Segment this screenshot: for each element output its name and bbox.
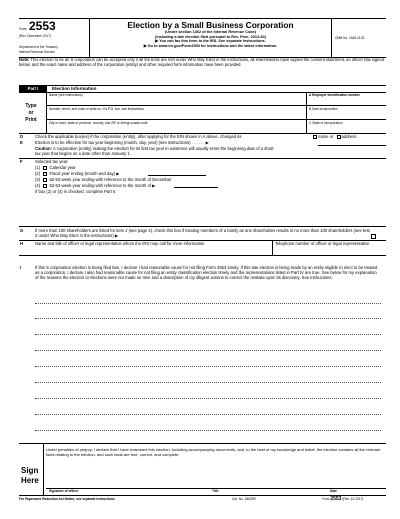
subtitle-3: ▶ You can fax this form to the IRS. See separate instructions. bbox=[155, 39, 266, 44]
part-1-badge: Part I bbox=[19, 86, 47, 92]
line-d-options: name or address bbox=[313, 134, 356, 139]
phone-field[interactable]: Telephone number of officer or legal representative bbox=[275, 241, 370, 246]
line-e-text: Election is to be effective for tax year beginning (month, day, year) (see instructions) . . . . . . ▶ bbox=[35, 140, 209, 145]
line-d-letter: D bbox=[20, 134, 24, 139]
rev-date: (Rev. December 2017) bbox=[19, 34, 52, 38]
family-shareholder-checkbox[interactable] bbox=[371, 234, 376, 239]
omb-box bbox=[331, 19, 386, 57]
week-december-checkbox[interactable] bbox=[43, 178, 47, 182]
city-field[interactable]: City or town, state or province, country, and ZIP or foreign postal code bbox=[49, 121, 148, 125]
line-e-letter: E bbox=[20, 140, 23, 145]
type-or-print: Type or Print bbox=[25, 103, 37, 123]
week-month-checkbox[interactable] bbox=[43, 184, 47, 188]
week-month-input[interactable] bbox=[174, 187, 218, 188]
street-field[interactable]: Number, street, and room or suite no. If a P.O. box, see instructions. bbox=[49, 107, 145, 111]
line-f-opt3: (3) 52-53-week year ending with reference to the month of December bbox=[35, 177, 172, 182]
line-i-letter: I bbox=[20, 265, 22, 270]
paperwork-notice: For Paperwork Reduction Act Notice, see separate instructions. bbox=[19, 497, 116, 501]
line-g-letter: G bbox=[20, 228, 24, 233]
caution-paragraph: Caution: A corporation (entity) making the election for its first tax year in existence will usually enter the beginning date of a short tax year that begins on a date other than January 1. bbox=[35, 146, 274, 157]
fiscal-year-input[interactable] bbox=[148, 175, 206, 176]
fiscal-year-checkbox[interactable] bbox=[43, 172, 47, 176]
line-d-text: Check the applicable box(es) if the corporation (entity), after applying for the EIN shown in A above, changed its bbox=[35, 134, 242, 139]
title-label: Title bbox=[212, 489, 219, 493]
footer-form-id: Form 2553 (Rev. 12-2017) bbox=[322, 496, 364, 502]
note-paragraph bbox=[19, 57, 386, 67]
name-change-checkbox[interactable] bbox=[313, 135, 317, 139]
note-text: This election to be an S corporation can be accepted only if all the tests are met under Who May Elect in the instructions, all shareholders have signed the consent statement, an officer has signed below, and the exact name and address of the corporation (entity) and other required form information have been provided. bbox=[19, 57, 384, 68]
line-f-opt4: (4) 52-53-week year ending with reference to the month of ▶ bbox=[35, 183, 156, 188]
line-h-text: Name and title of officer or legal representative whom the IRS may call for more information bbox=[35, 241, 205, 246]
part-1-title: Election Information bbox=[52, 86, 97, 91]
effective-date-input[interactable] bbox=[318, 145, 386, 146]
address-change-checkbox[interactable] bbox=[337, 135, 341, 139]
date-label: Date bbox=[330, 489, 337, 493]
form-title: Election by a Small Business Corporation bbox=[127, 20, 294, 30]
form-label: Form bbox=[19, 27, 27, 31]
date-incorporated-field[interactable]: B Date incorporated bbox=[309, 107, 338, 111]
name-field[interactable]: Name (see instructions) bbox=[49, 93, 83, 97]
signature-label: Signature of officer bbox=[49, 489, 79, 493]
omb-number: OMB No. 1545-0123 bbox=[335, 36, 365, 40]
form-id-box bbox=[19, 19, 90, 57]
title-block bbox=[89, 19, 332, 48]
form-number: 2553 bbox=[29, 19, 56, 33]
line-f-note: If box (2) or (4) is checked, complete Part II. bbox=[35, 189, 117, 194]
line-f-title: Selected tax year: bbox=[35, 159, 69, 164]
calendar-year-checkbox[interactable] bbox=[43, 166, 47, 170]
line-g-text: If more than 100 shareholders are listed for item J (see page 2), check this box if treating members of a family as one shareholder results in no more than 100 shareholders (see test 2 under Who May Elect in the instructions) ▶ bbox=[35, 228, 370, 239]
form-header bbox=[19, 18, 386, 58]
sign-here-label: Sign Here bbox=[21, 466, 39, 485]
perjury-declaration: Under penalties of perjury, I declare that I have examined this election, including accompanying documents, and, to the best of my knowledge and belief, the election contains all the relevant facts relating to the election, and such facts are true, correct, and complete. bbox=[46, 447, 381, 457]
note-label: Note: bbox=[19, 57, 30, 62]
subtitle-1: (Under section 1362 of the Internal Revenue Code) bbox=[165, 30, 256, 34]
line-f-opt2: (2) Fiscal year ending (month and day) ▶ bbox=[35, 171, 120, 176]
subtitle-4: ▶ Go to www.irs.gov/Form2553 for instructions and the latest information. bbox=[143, 43, 278, 48]
state-incorporation-field[interactable]: C State of incorporation bbox=[309, 121, 343, 125]
line-f-letter: F bbox=[20, 159, 23, 164]
line-f-opt1: (1) Calendar year bbox=[35, 165, 76, 170]
line-h-letter: H bbox=[20, 241, 24, 246]
line-i-text: If this S corporation election is being filed late, I declare I had reasonable cause for not filing Form 2553 timely. If this late election is being made by an entity eligible to elect to be treated as a corporation, I declare I also had reasonable cause for not filing an entity classification election timely and the representations listed in Part IV are true. See below for my explanation of the reasons the election or elections were not made on time and a description of my diligent actions to correct the mistake upon its discovery. See instructions. bbox=[35, 265, 378, 281]
subtitle-2: (Including a late election filed pursuant to Rev. Proc. 2013-30) bbox=[155, 34, 266, 39]
ein-field[interactable]: A Employer identification number bbox=[309, 93, 360, 97]
catalog-number: Cat. No. 18629R bbox=[232, 497, 256, 501]
irs-label: Internal Revenue Service bbox=[19, 50, 55, 54]
department: Department of the Treasury bbox=[19, 45, 58, 49]
